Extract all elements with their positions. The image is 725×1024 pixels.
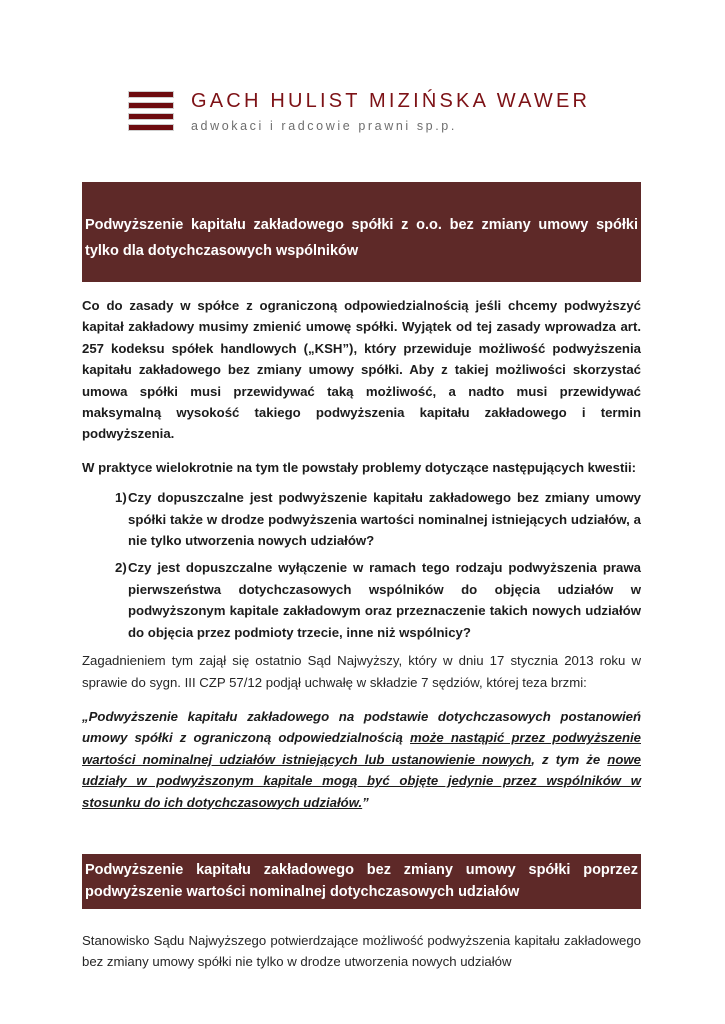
section-title: Podwyższenie kapitału zakładowego bez zmiany umowy spółki poprzez podwyższenie wartości nominalnej dotychczasowych udziałów <box>85 861 638 900</box>
list-item-number: 1) <box>115 490 127 506</box>
four-bars-logo-icon <box>128 90 174 131</box>
list-item-text: Czy jest dopuszczalne wyłączenie w ramach tego rodzaju podwyższenia prawa pierwszeństwa dotychczasowych wspólników do objęcia udziałów w podwyższonym kapitale zakładowym oraz przeznaczenie takich nowych udziałów do objęcia przez podmioty trzecie, inne niż wspólnicy? <box>128 560 641 640</box>
logo-bar <box>128 113 174 120</box>
section-title-banner <box>82 854 641 909</box>
article-title: Podwyższenie kapitału zakładowego spółki z o.o. bez zmiany umowy spółki tylko dla dotychczasowych wspólników <box>85 217 638 259</box>
quote-segment-underlined: może nastąpić przez podwyższenie wartości nominalnej udziałów istniejących lub ustanowienie nowych <box>82 730 641 767</box>
logo-bar <box>128 91 174 98</box>
logo-bar <box>128 124 174 131</box>
closing-paragraph: Stanowisko Sądu Najwyższego potwierdzające możliwość podwyższenia kapitału zakładowego bez zmiany umowy spółki nie tylko w drodze utworzenia nowych udziałów <box>82 932 641 970</box>
firm-tagline: adwokaci i radcowie prawni sp.p. <box>191 119 457 133</box>
list-item <box>82 487 641 551</box>
quote-segment: „Podwyższenie kapitału zakładowego na podstawie dotychczasowych postanowień umowy spółki z ograniczoną odpowiedzialnością <box>82 708 641 746</box>
quote-segment: , z tym że <box>531 751 608 767</box>
list-item-text: Czy dopuszczalne jest podwyższenie kapitału zakładowego bez zmiany umowy spółki także w drodze podwyższenia wartości nominalnej istniejących udziałów, a nie tylko utworzenia nowych udziałów? <box>128 490 641 549</box>
law-firm-logo <box>128 90 725 138</box>
logo-bar <box>128 102 174 109</box>
list-item-number: 2) <box>115 560 127 576</box>
firm-name: GACH HULIST MIZIŃSKA WAWER <box>191 90 591 112</box>
article-title-banner <box>82 182 641 282</box>
list-item <box>82 557 641 643</box>
issues-lead-paragraph: W praktyce wielokrotnie na tym tle powstały problemy dotyczące następujących kwestii: <box>82 459 637 475</box>
intro-paragraph: Co do zasady w spółce z ograniczoną odpowiedzialnością jeśli chcemy podwyższyć kapitał zakładowy musimy zmienić umowę spółki. Wyjątek od tej zasady wprowadza art. 257 kodeksu spółek handlowych („KSH”), który przewiduje możliwość podwyższenia kapitału zakładowego bez zmiany umowy spółki. Aby z takiej możliwości skorzystać umowa spółki musi przewidywać taką możliwość, a nadto musi przewidywać maksymalną wysokość takiego podwyższenia kapitału zakładowego i termin podwyższenia. <box>82 298 641 442</box>
logo-text-block <box>191 90 590 133</box>
quote-segment-underlined: nowe udziały w podwyższonym kapitale mogą być objęte jedynie przez wspólników w stosunku do ich dotychczasowych udziałów. <box>82 751 641 810</box>
issues-list <box>82 487 641 643</box>
ruling-intro-paragraph: Zagadnieniem tym zajął się ostatnio Sąd Najwyższy, który w dniu 17 stycznia 2013 roku w sprawie do sygn. III CZP 57/12 podjął uchwałę w składzie 7 sędziów, której teza brzmi: <box>82 653 641 690</box>
supreme-court-quote <box>82 706 641 813</box>
quote-segment: ” <box>362 794 369 810</box>
